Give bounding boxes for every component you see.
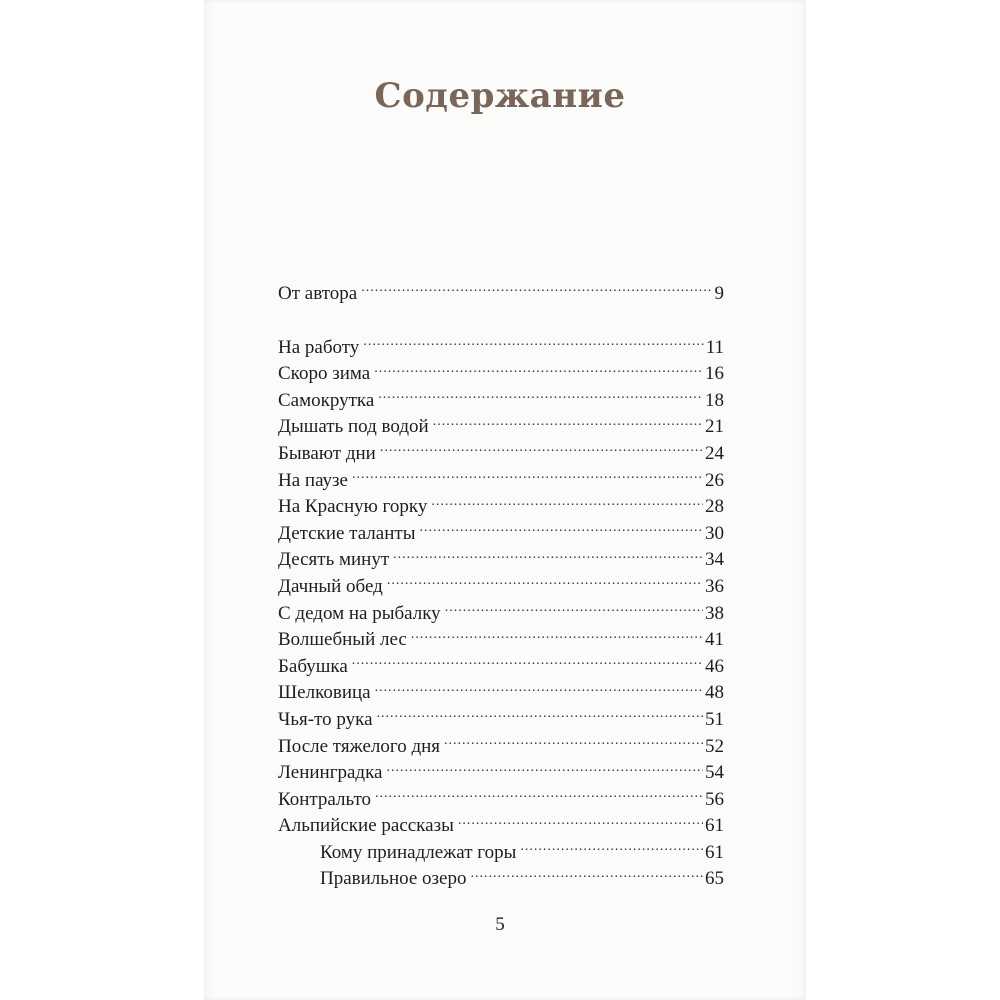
toc-entry-page: 34 <box>705 549 724 571</box>
toc-entry-title: Кому принадлежат горы <box>320 841 517 863</box>
toc-entry <box>278 573 724 600</box>
toc-entry-title: Ленинградка <box>278 762 383 784</box>
toc-entry <box>278 546 724 573</box>
dot-leader <box>458 812 703 831</box>
toc-entry-title: Детские таланты <box>278 522 416 544</box>
toc-entry-page: 41 <box>705 629 724 651</box>
toc-entry-page: 54 <box>705 762 724 784</box>
toc-entry-page: 21 <box>705 416 724 438</box>
toc-entry-title: Бабушка <box>278 655 348 677</box>
toc-entry <box>278 653 724 680</box>
toc-subentry <box>278 839 724 866</box>
toc-entry <box>278 733 724 760</box>
toc-entry-page: 24 <box>705 442 724 464</box>
toc-entry-title: Чья-то рука <box>278 708 373 730</box>
toc-subentry <box>278 865 724 892</box>
toc-entry-title: Шелковица <box>278 682 371 704</box>
toc-entry-title: Самокрутка <box>278 389 375 411</box>
dot-leader <box>375 786 703 805</box>
dot-leader <box>470 865 703 884</box>
toc-entry-page: 48 <box>705 682 724 704</box>
toc-entry-page: 38 <box>705 602 724 624</box>
toc-entry-page: 18 <box>705 389 724 411</box>
toc-entry-title: С дедом на рыбалку <box>278 602 441 624</box>
toc-entry-page: 36 <box>705 575 724 597</box>
dot-leader <box>380 440 703 459</box>
toc-entry-page: 28 <box>705 496 724 518</box>
toc-entry-page: 52 <box>705 735 724 757</box>
toc-entry-title: На Красную горку <box>278 496 428 518</box>
toc-entry <box>278 467 724 494</box>
toc-entry <box>278 280 724 307</box>
toc-entry-page: 16 <box>705 363 724 385</box>
toc-entry-page: 11 <box>705 336 724 358</box>
toc-entry <box>278 786 724 813</box>
toc-entry-page: 61 <box>705 815 724 837</box>
toc-entry <box>278 493 724 520</box>
toc-entry-page: 51 <box>705 708 724 730</box>
dot-leader <box>431 493 703 512</box>
toc-entry <box>278 626 724 653</box>
toc-entry-title: Дышать под водой <box>278 416 429 438</box>
toc-entry <box>278 520 724 547</box>
toc-entry-page: 30 <box>705 522 724 544</box>
dot-leader <box>352 467 703 486</box>
toc-entry <box>278 706 724 733</box>
toc-entry-page: 46 <box>705 655 724 677</box>
dot-leader <box>363 334 703 353</box>
dot-leader <box>433 413 703 432</box>
dot-leader <box>445 600 703 619</box>
toc-entry-title: После тяжелого дня <box>278 735 441 757</box>
toc-entry <box>278 440 724 467</box>
dot-leader <box>374 360 703 379</box>
toc-entry <box>278 413 724 440</box>
table-of-contents <box>278 280 724 892</box>
toc-entry-title: Волшебный лес <box>278 629 407 651</box>
toc-entry-page: 65 <box>705 868 724 890</box>
dot-leader <box>393 546 703 565</box>
toc-entry-title: Бывают дни <box>278 442 376 464</box>
page-title: Содержание <box>374 76 626 116</box>
toc-entry <box>278 360 724 387</box>
dot-leader <box>444 733 703 752</box>
page-number: 5 <box>495 914 505 935</box>
toc-entry-title: Скоро зима <box>278 363 371 385</box>
dot-leader <box>419 520 703 539</box>
toc-entry-title: Десять минут <box>278 549 390 571</box>
toc-entry-title: На работу <box>278 336 360 358</box>
dot-leader <box>520 839 703 858</box>
toc-entry <box>278 812 724 839</box>
toc-entry-title: Альпийские рассказы <box>278 815 454 837</box>
toc-entry-title: Контральто <box>278 788 372 810</box>
toc-entry-title: На паузе <box>278 469 348 491</box>
toc-entry <box>278 600 724 627</box>
toc-entry-title: Дачный обед <box>278 575 383 597</box>
toc-entry-title: Правильное озеро <box>320 868 467 890</box>
toc-entry <box>278 679 724 706</box>
toc-entry-page: 26 <box>705 469 724 491</box>
toc-entry-page: 61 <box>705 841 724 863</box>
dot-leader <box>378 387 703 406</box>
toc-entry <box>278 387 724 414</box>
dot-leader <box>352 653 703 672</box>
dot-leader <box>411 626 703 645</box>
toc-entry-page: 9 <box>714 283 724 304</box>
dot-leader <box>377 706 703 725</box>
dot-leader <box>361 280 712 299</box>
dot-leader <box>375 679 703 698</box>
dot-leader <box>386 759 703 778</box>
toc-entry-page: 56 <box>705 788 724 810</box>
toc-entry <box>278 759 724 786</box>
toc-entry-title: От автора <box>278 283 358 304</box>
toc-entry <box>278 334 724 361</box>
dot-leader <box>387 573 703 592</box>
